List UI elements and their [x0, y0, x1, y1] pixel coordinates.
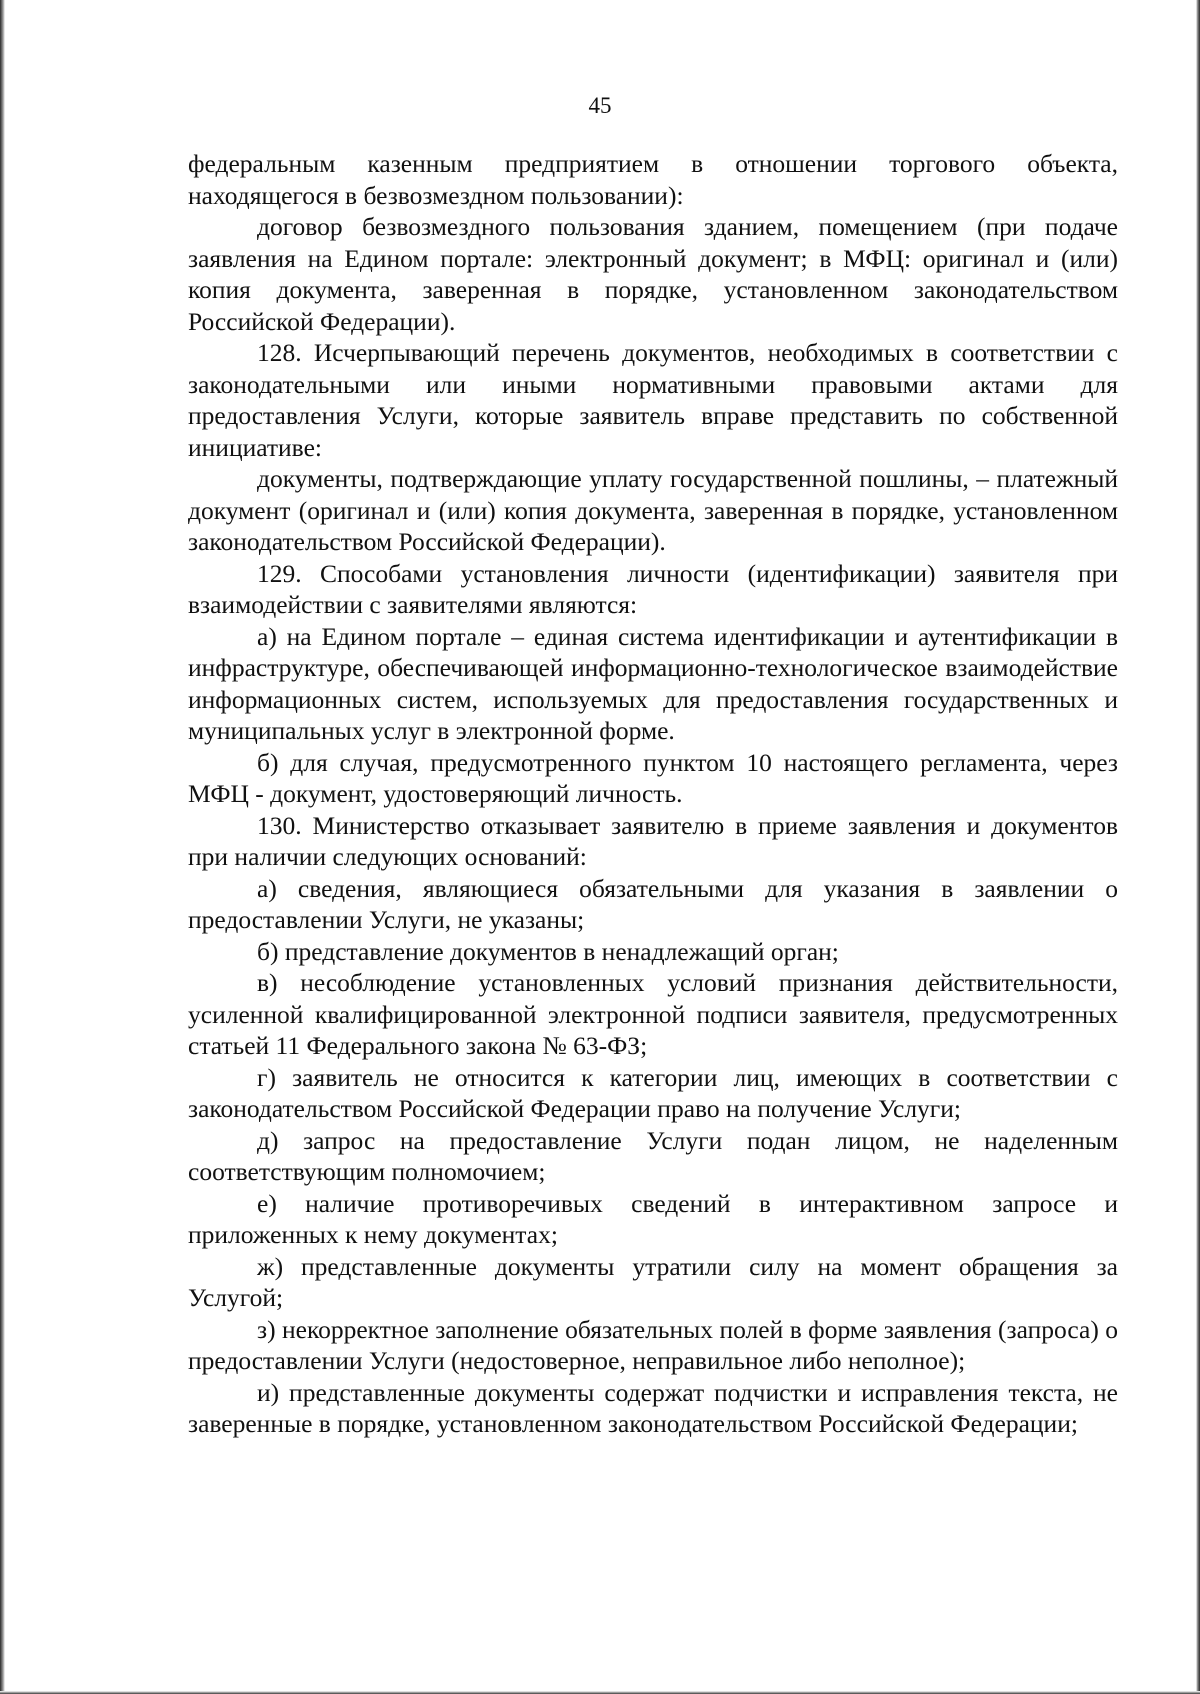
paragraph-130: 130. Министерство отказывает заявителю в приеме заявления и документов при наличии следующих оснований:: [188, 810, 1118, 871]
paragraph-129-a: а) на Едином портале – единая система идентификации и аутентификации в инфраструктуре, обеспечивающей информационно-технологическое взаимодействие информационных систем, используемых для предоставления государственных и муниципальных услуг в электронной форме.: [188, 621, 1118, 745]
paragraph-continuation: федеральным казенным предприятием в отношении торгового объекта, находящегося в безвозмездном пользовании):: [188, 149, 1118, 210]
page-number: 45: [588, 93, 612, 118]
scan-edge-right: [1196, 0, 1200, 1694]
document-body: [188, 148, 1118, 1440]
paragraph-128: 128. Исчерпывающий перечень документов, необходимых в соответствии с законодательными или иными нормативными правовыми актами для предоставления Услуги, которые заявитель вправе представить по собственной инициативе:: [188, 338, 1118, 462]
paragraph-129-b: б) для случая, предусмотренного пунктом 10 настоящего регламента, через МФЦ - документ, удостоверяющий личность.: [188, 747, 1118, 808]
paragraph-state-duty-documents: документы, подтверждающие уплату государственной пошлины, – платежный документ (оригинал и (или) копия документа, заверенная в порядке, установленном законодательством Российской Федерации).: [188, 464, 1118, 556]
scan-edge-left: [0, 0, 5, 1694]
paragraph-130-zh: ж) представленные документы утратили силу на момент обращения за Услугой;: [188, 1251, 1118, 1312]
paragraph-129: 129. Способами установления личности (идентификации) заявителя при взаимодействии с заявителями являются:: [188, 558, 1118, 619]
paragraph-130-z: з) некорректное заполнение обязательных полей в форме заявления (запроса) о предоставлении Услуги (недостоверное, неправильное либо неполное);: [188, 1314, 1118, 1375]
paragraph-gratuitous-use-contract: договор безвозмездного пользования зданием, помещением (при подаче заявления на Едином портале: электронный документ; в МФЦ: оригинал и (или) копия документа, заверенная в порядке, установленном законодательством Российской Федерации).: [188, 212, 1118, 336]
paragraph-130-i: и) представленные документы содержат подчистки и исправления текста, не заверенные в порядке, установленном законодательством Российской Федерации;: [188, 1377, 1118, 1438]
paragraph-130-b: б) представление документов в ненадлежащий орган;: [257, 936, 839, 966]
paragraph-130-e: е) наличие противоречивых сведений в интерактивном запросе и приложенных к нему документах;: [188, 1188, 1118, 1249]
paragraph-130-g: г) заявитель не относится к категории лиц, имеющих в соответствии с законодательством Российской Федерации право на получение Услуги;: [188, 1062, 1118, 1123]
paragraph-130-v: в) несоблюдение установленных условий признания действительности, усиленной квалифицированной электронной подписи заявителя, предусмотренных статьей 11 Федерального закона № 63-ФЗ;: [188, 968, 1118, 1060]
paragraph-130-d: д) запрос на предоставление Услуги подан лицом, не наделенным соответствующим полномочием;: [188, 1125, 1118, 1186]
paragraph-130-a: а) сведения, являющиеся обязательными для указания в заявлении о предоставлении Услуги, не указаны;: [188, 873, 1118, 934]
